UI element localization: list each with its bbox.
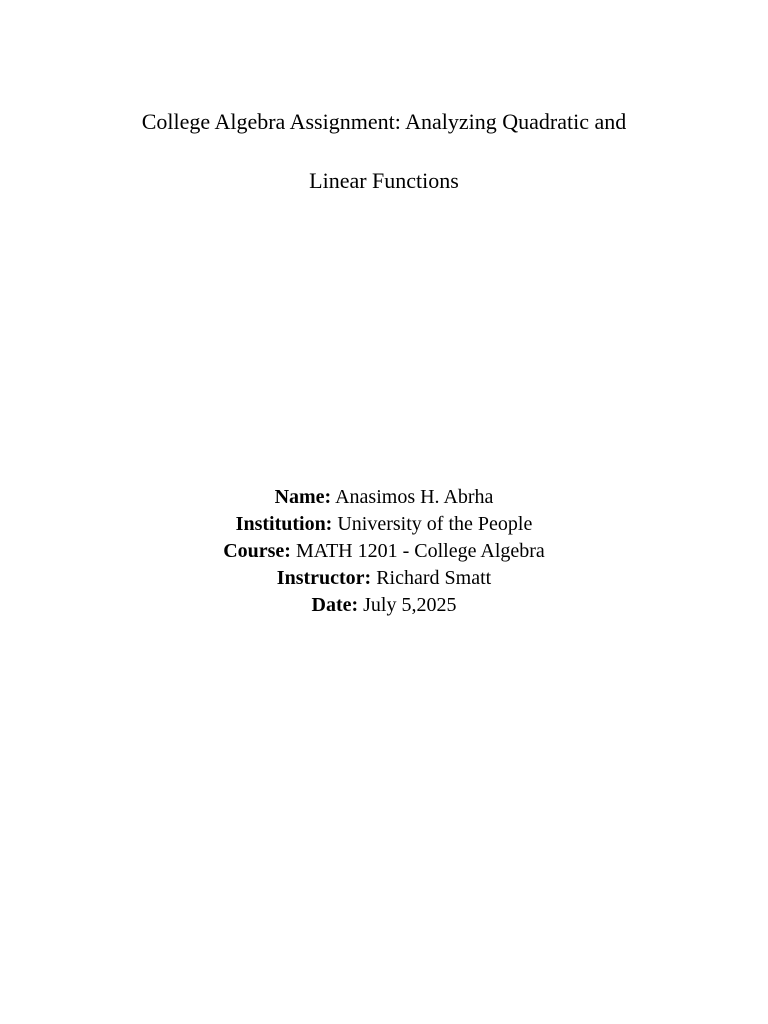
- institution-label: Institution:: [235, 513, 333, 535]
- course-label: Course:: [223, 540, 291, 562]
- author-info-block: [0, 484, 768, 619]
- institution-row: [0, 511, 768, 538]
- document-title: [0, 92, 768, 210]
- course-value: MATH 1201 - College Algebra: [295, 540, 545, 562]
- name-label: Name:: [274, 486, 332, 508]
- title-line-2: Linear Functions: [309, 168, 459, 193]
- name-row: [0, 484, 768, 511]
- title-line-1: College Algebra Assignment: Analyzing Quadratic and: [141, 109, 627, 134]
- instructor-value: Richard Smatt: [376, 567, 492, 589]
- institution-value: University of the People: [337, 513, 533, 535]
- instructor-row: [0, 565, 768, 592]
- date-row: [0, 592, 768, 619]
- date-value: July 5,2025: [363, 594, 457, 616]
- instructor-label: Instructor:: [276, 567, 372, 589]
- date-label: Date:: [311, 594, 359, 616]
- name-value: Anasimos H. Abrha: [335, 486, 494, 508]
- course-row: [0, 538, 768, 565]
